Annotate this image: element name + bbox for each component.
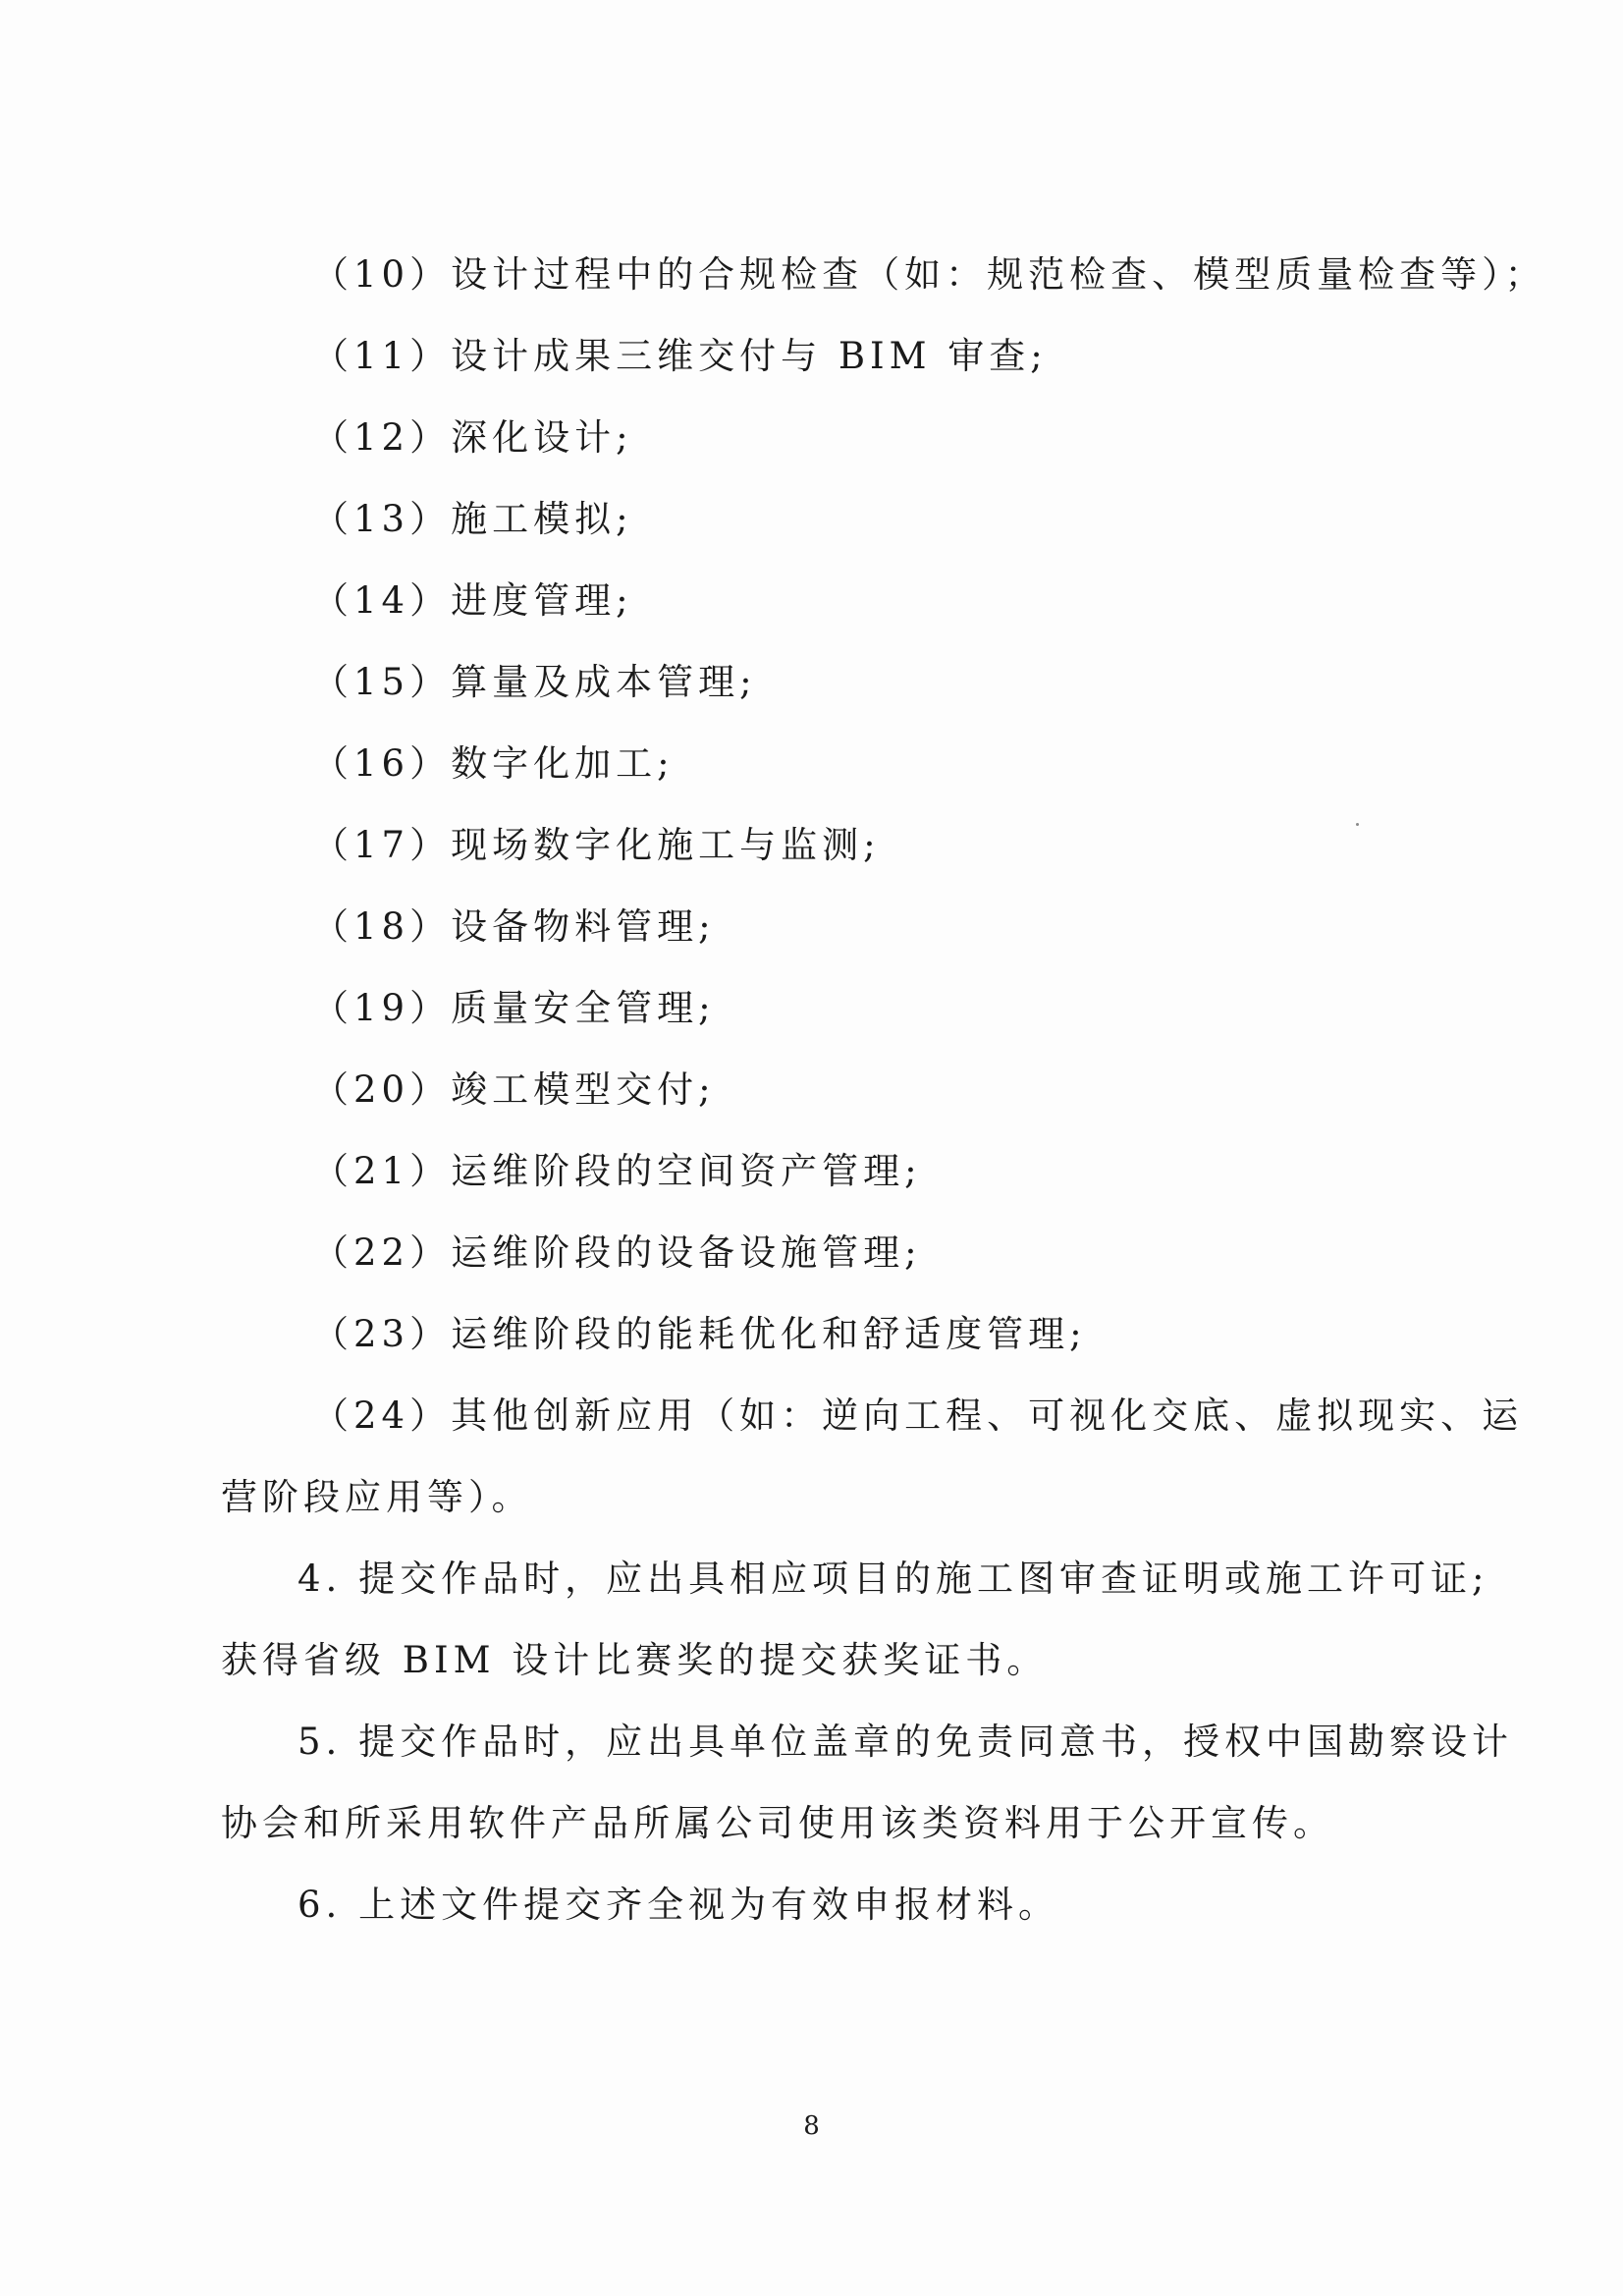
list-item-17: （17）现场数字化施工与监测; bbox=[312, 824, 881, 866]
list-item-15: （15）算量及成本管理; bbox=[312, 661, 757, 703]
list-item-18: （18）设备物料管理; bbox=[312, 905, 716, 948]
list-item-13: （13）施工模拟; bbox=[312, 498, 633, 540]
list-item-24-line-1: （24）其他创新应用（如：逆向工程、可视化交底、虚拟现实、运 bbox=[312, 1394, 1524, 1437]
paragraph-6: 6. 上述文件提交齐全视为有效申报材料。 bbox=[298, 1884, 1060, 1926]
list-item-24-line-2: 营阶段应用等）。 bbox=[221, 1476, 533, 1518]
list-item-10: （10）设计过程中的合规检查（如：规范检查、模型质量检查等）； bbox=[312, 253, 1546, 296]
list-item-22: （22）运维阶段的设备设施管理; bbox=[312, 1231, 922, 1274]
list-item-20: （20）竣工模型交付; bbox=[312, 1068, 716, 1111]
paragraph-5-line-1: 5. 提交作品时，应出具单位盖章的免责同意书，授权中国勘察设计 bbox=[298, 1721, 1514, 1763]
list-item-16: （16）数字化加工; bbox=[312, 742, 675, 785]
scan-speck bbox=[1356, 823, 1359, 826]
list-item-21: （21）运维阶段的空间资产管理; bbox=[312, 1150, 922, 1192]
list-item-19: （19）质量安全管理; bbox=[312, 987, 716, 1029]
list-item-11: （11）设计成果三维交付与 BIM 审查; bbox=[312, 335, 1048, 377]
list-item-23: （23）运维阶段的能耗优化和舒适度管理; bbox=[312, 1313, 1087, 1355]
paragraph-4-line-1: 4. 提交作品时，应出具相应项目的施工图审查证明或施工许可证; bbox=[298, 1558, 1489, 1600]
paragraph-5-line-2: 协会和所采用软件产品所属公司使用该类资料用于公开宣传。 bbox=[221, 1802, 1334, 1844]
paragraph-4-line-2: 获得省级 BIM 设计比赛奖的提交获奖证书。 bbox=[221, 1639, 1049, 1681]
list-item-14: （14）进度管理; bbox=[312, 579, 633, 622]
list-item-12: （12）深化设计; bbox=[312, 416, 633, 459]
page-number: 8 bbox=[803, 2111, 820, 2141]
